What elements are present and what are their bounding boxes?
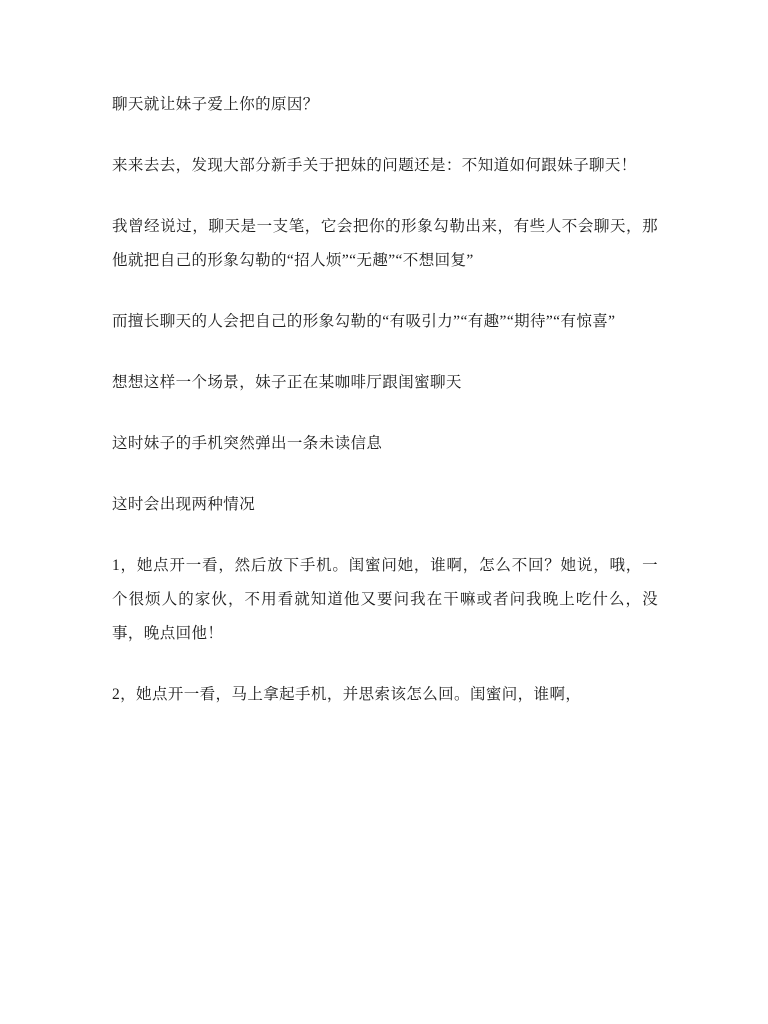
paragraph: 聊天就让妹子爱上你的原因？ bbox=[112, 96, 319, 113]
paragraph: 想想这样一个场景，妹子正在某咖啡厅跟闺蜜聊天 bbox=[112, 374, 462, 391]
paragraph: 这时会出现两种情况 bbox=[112, 496, 256, 513]
paragraph: 这时妹子的手机突然弹出一条未读信息 bbox=[112, 435, 383, 452]
paragraph: 来来去去，发现大部分新手关于把妹的问题还是：不知道如何跟妹子聊天！ bbox=[112, 157, 637, 174]
paragraph: 1，她点开一看，然后放下手机。闺蜜问她，谁啊，怎么不回？她说，哦，一个很烦人的家伙，不用看就知道他又要问我在干嘛或者问我晚上吃什么，没事，晚点回他！ bbox=[112, 557, 658, 642]
paragraph: 而擅长聊天的人会把自己的形象勾勒的“有吸引力”“有趣”“期待”“有惊喜” bbox=[112, 313, 616, 330]
paragraph: 我曾经说过，聊天是一支笔，它会把你的形象勾勒出来，有些人不会聊天，那他就把自己的形象勾勒的“招人烦”“无趣”“不想回复” bbox=[112, 218, 658, 269]
document-body bbox=[112, 88, 658, 712]
paragraph: 2，她点开一看，马上拿起手机，并思索该怎么回。闺蜜问，谁啊， bbox=[112, 686, 582, 703]
